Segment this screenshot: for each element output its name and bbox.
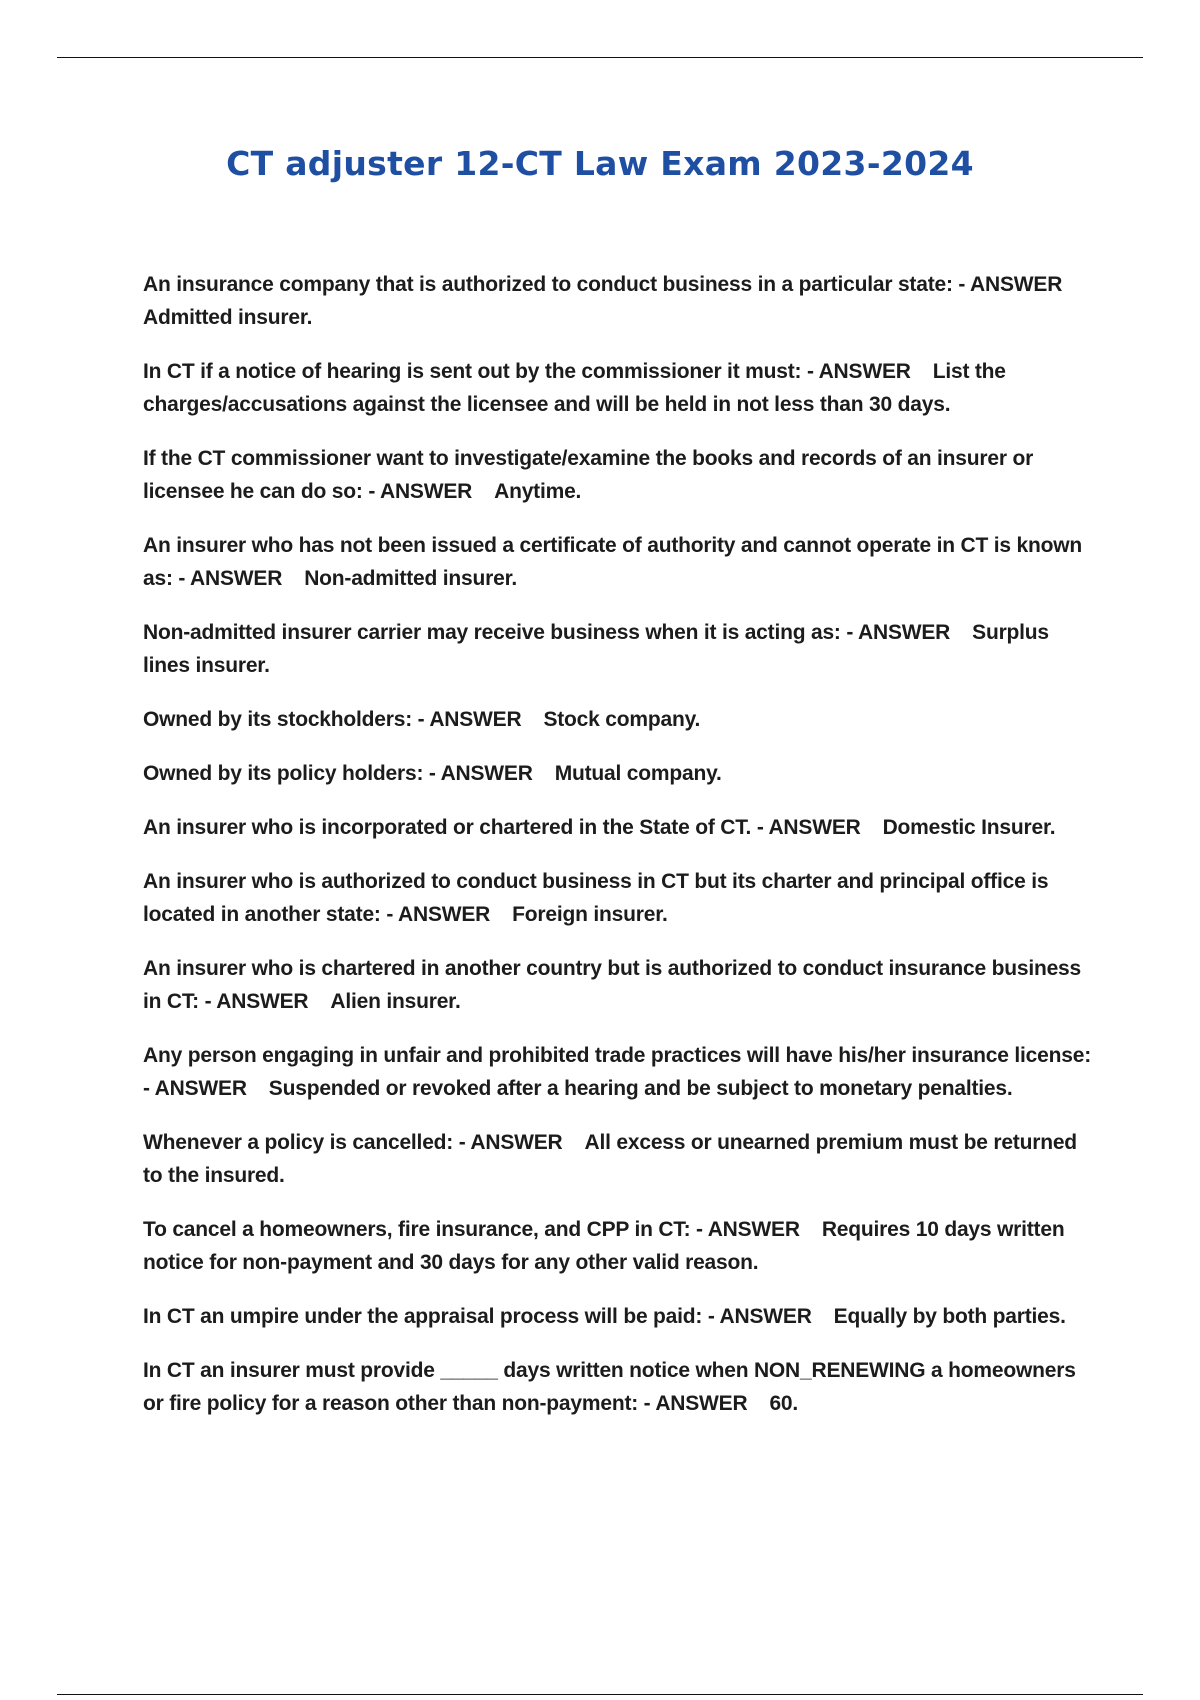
qa-item [143, 1213, 1093, 1279]
answer-text: Stock company. [543, 708, 701, 731]
question-text: In CT an insurer must provide _____ days written notice when NON_RENEWING a homeowners or fire policy for a reason other than non-payment: [143, 1359, 1076, 1415]
qa-item [143, 1126, 1093, 1192]
answer-label: - ANSWER [417, 708, 522, 731]
answer-text: Mutual company. [554, 762, 722, 785]
qa-item [143, 1300, 1093, 1333]
qa-item [143, 1354, 1093, 1420]
qa-list [143, 268, 1093, 1441]
answer-label: - ANSWER [643, 1392, 748, 1415]
question-text: Owned by its policy holders: [143, 762, 424, 785]
question-text: To cancel a homeowners, fire insurance, and CPP in CT: [143, 1218, 691, 1241]
answer-text: Domestic Insurer. [882, 816, 1056, 839]
answer-label: - ANSWER [756, 816, 861, 839]
qa-item [143, 529, 1093, 595]
question-text: An insurer who is chartered in another country but is authorized to conduct insurance business in CT: [143, 957, 1082, 1013]
answer-label: - ANSWER [806, 360, 911, 383]
answer-text: Admitted insurer. [143, 306, 313, 329]
question-text: If the CT commissioner want to investigate/examine the books and records of an insurer or licensee he can do so: [143, 447, 1034, 503]
answer-label: - ANSWER [428, 762, 533, 785]
answer-label: - ANSWER [204, 990, 309, 1013]
answer-text: List the charges/accusations against the licensee and will be held in not less than 30 days. [143, 360, 1006, 416]
qa-item [143, 268, 1093, 334]
question-text: In CT if a notice of hearing is sent out by the commissioner it must: [143, 360, 802, 383]
answer-text: Non-admitted insurer. [304, 567, 518, 590]
qa-item [143, 355, 1093, 421]
qa-item [143, 616, 1093, 682]
answer-text: Suspended or revoked after a hearing and be subject to monetary penalties. [268, 1077, 1013, 1100]
answer-text: All excess or unearned premium must be returned to the insured. [143, 1131, 1077, 1187]
answer-text: Alien insurer. [330, 990, 461, 1013]
answer-text: 60. [769, 1392, 799, 1415]
footer-rule [57, 1694, 1143, 1695]
qa-item [143, 865, 1093, 931]
answer-label: - ANSWER [368, 480, 473, 503]
answer-label: - ANSWER [958, 273, 1063, 296]
question-text: An insurer who is incorporated or chartered in the State of CT. [143, 816, 752, 839]
question-text: An insurer who has not been issued a certificate of authority and cannot operate in CT is known as: [143, 534, 1082, 590]
question-text: Any person engaging in unfair and prohibited trade practices will have his/her insurance license: [143, 1044, 1091, 1067]
question-text: Owned by its stockholders: [143, 708, 413, 731]
answer-text: Anytime. [494, 480, 582, 503]
question-text: In CT an umpire under the appraisal process will be paid: [143, 1305, 703, 1328]
answer-label: - ANSWER [696, 1218, 800, 1241]
qa-item [143, 1039, 1093, 1105]
qa-item [143, 952, 1093, 1018]
document-title: CT adjuster 12-CT Law Exam 2023-2024 [226, 144, 974, 183]
header-rule [57, 57, 1143, 58]
answer-text: Requires 10 days written notice for non-payment and 30 days for any other valid reason. [143, 1218, 1065, 1274]
answer-label: - ANSWER [386, 903, 491, 926]
answer-label: - ANSWER [143, 1077, 247, 1100]
qa-item [143, 703, 1093, 736]
answer-label: - ANSWER [458, 1131, 563, 1154]
qa-item [143, 442, 1093, 508]
answer-label: - ANSWER [707, 1305, 812, 1328]
answer-text: Equally by both parties. [833, 1305, 1066, 1328]
question-text: An insurer who is authorized to conduct business in CT but its charter and principal office is located in another state: [143, 870, 1049, 926]
answer-text: Foreign insurer. [512, 903, 668, 926]
answer-label: - ANSWER [846, 621, 951, 644]
answer-label: - ANSWER [178, 567, 283, 590]
question-text: Non-admitted insurer carrier may receive business when it is acting as: [143, 621, 841, 644]
question-text: Whenever a policy is cancelled: [143, 1131, 454, 1154]
question-text: An insurance company that is authorized to conduct business in a particular state: [143, 273, 953, 296]
qa-item [143, 811, 1093, 844]
qa-item [143, 757, 1093, 790]
answer-text: Surplus lines insurer. [143, 621, 1049, 677]
